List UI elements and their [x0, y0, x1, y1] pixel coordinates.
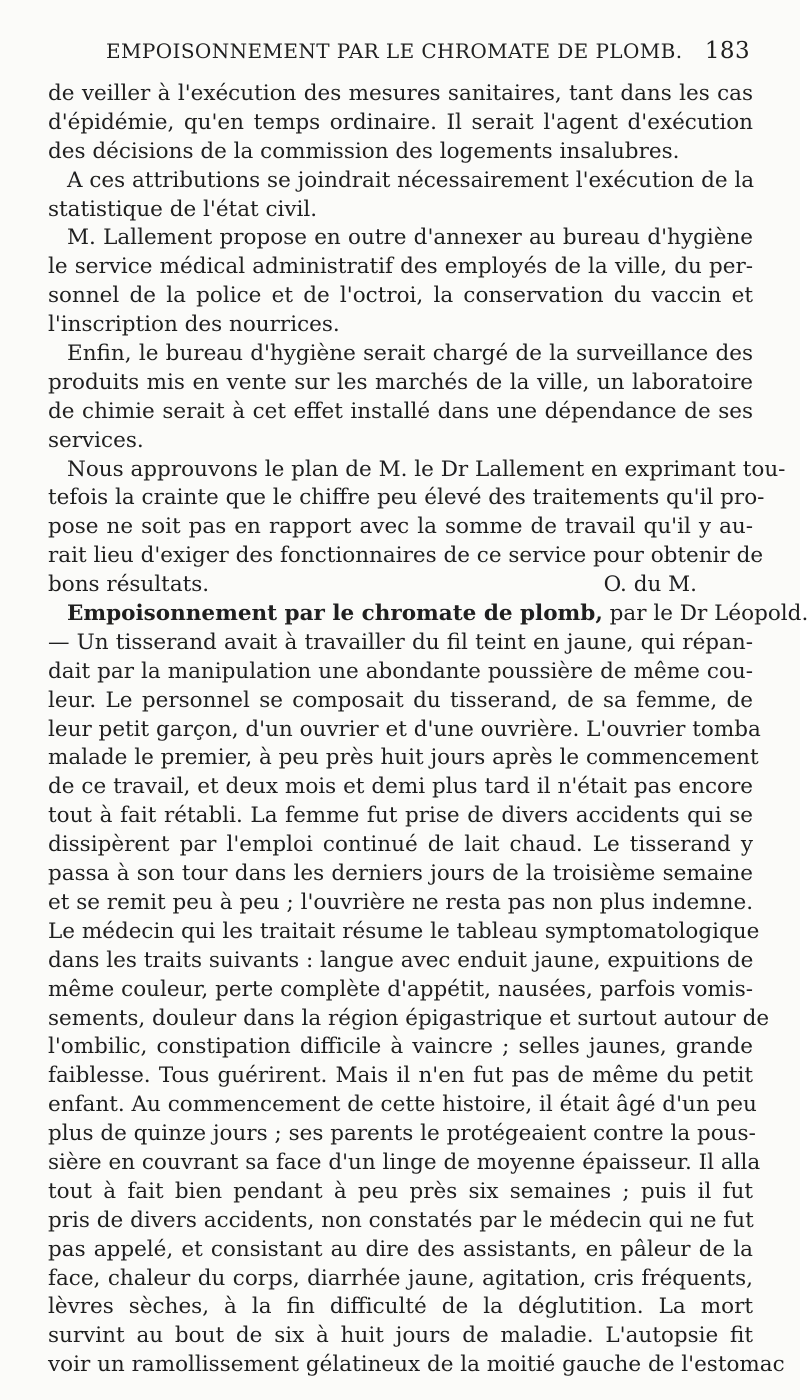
text-line: malade le premier, à peu près huit jours après le commencement [48, 745, 759, 771]
text-line: dans les traits suivants : langue avec enduit jaune, expuitions de [48, 947, 754, 973]
section-heading-line [48, 600, 808, 629]
text-line: M. Lallement propose en outre d'annexer au bureau d'hygiène [67, 225, 753, 251]
text-line: plus de quinze jours ; ses parents le protégeaient contre la pous- [48, 1121, 756, 1147]
text-line: sière en couvrant sa face d'un linge de moyenne épaisseur. Il alla [48, 1149, 761, 1175]
text-line: rait lieu d'exiger des fonctionnaires de ce service pour obtenir de [48, 543, 764, 569]
body-text [48, 80, 808, 1380]
text-line: dissipèrent par l'emploi continué de lait chaud. Le tisserand y [48, 832, 753, 858]
section-byline: par le Dr Léopold. [609, 601, 808, 627]
running-title: EMPOISONNEMENT PAR LE CHROMATE DE PLOMB. [106, 39, 683, 63]
text-line: voir un ramollissement gélatineux de la moitié gauche de l'estomac [48, 1352, 785, 1378]
text-line: Le médecin qui les traitait résume le tableau symptomatologique [48, 918, 760, 944]
author-signature: O. du M. [603, 572, 697, 598]
page-header [78, 36, 750, 66]
text-line: de chimie serait à cet effet installé dans une dépendance de ses [48, 398, 753, 424]
text-line: passa à son tour dans les derniers jours de la troisième semaine [48, 861, 753, 887]
text-line: face, chaleur du corps, diarrhée jaune, agitation, cris fréquents, [48, 1265, 753, 1291]
text-line: de ce travail, et deux mois et demi plus tard il n'était pas encore [48, 774, 753, 800]
text-line: statistique de l'état civil. [48, 196, 318, 222]
text-line-end: bons résultats. [48, 572, 210, 598]
text-line: leur. Le personnel se composait du tisserand, de sa femme, de [48, 687, 753, 713]
text-line: tefois la crainte que le chiffre peu élevé des traitements qu'il pro- [48, 485, 765, 511]
text-line: le service médical administratif des employés de la ville, du per- [48, 254, 753, 280]
text-line: faiblesse. Tous guérirent. Mais il n'en fut pas de même du petit [48, 1063, 753, 1089]
text-line: des décisions de la commission des logements insalubres. [48, 138, 680, 164]
text-line: enfant. Au commencement de cette histoire, il était âgé d'un peu [48, 1092, 757, 1118]
text-line: Enfin, le bureau d'hygiène serait chargé de la surveillance des [67, 341, 753, 367]
section-title: Empoisonnement par le chromate de plomb, [67, 601, 603, 627]
text-line: dait par la manipulation une abondante poussière de même cou- [48, 658, 753, 684]
text-line: Nous approuvons le plan de M. le Dr Lallement en exprimant tou- [67, 456, 786, 482]
text-line: pose ne soit pas en rapport avec la somme de travail qu'il y au- [48, 514, 753, 540]
text-line: et se remit peu à peu ; l'ouvrière ne resta pas non plus indemne. [48, 889, 754, 915]
text-line: tout à fait rétabli. La femme fut prise de divers accidents qui se [48, 803, 753, 829]
page-number: 183 [704, 38, 750, 64]
text-line: pris de divers accidents, non constatés par le médecin qui ne fut [48, 1207, 754, 1233]
text-line: pas appelé, et consistant au dire des assistants, en pâleur de la [48, 1236, 753, 1262]
signature-line [48, 571, 753, 600]
text-line: même couleur, perte complète d'appétit, nausées, parfois vomis- [48, 976, 753, 1002]
text-line: l'ombilic, constipation difficile à vaincre ; selles jaunes, grande [48, 1034, 753, 1060]
text-line: lèvres sèches, à la fin difficulté de la déglutition. La mort [48, 1294, 753, 1320]
text-line: l'inscription des nourrices. [48, 312, 340, 338]
text-line: d'épidémie, qu'en temps ordinaire. Il serait l'agent d'exécution [48, 109, 753, 135]
text-line: A ces attributions se joindrait nécessairement l'exécution de la [67, 167, 755, 193]
text-line: sonnel de la police et de l'octroi, la conservation du vaccin et [48, 283, 753, 309]
text-line: de veiller à l'exécution des mesures sanitaires, tant dans les cas [48, 81, 753, 106]
text-line: — Un tisserand avait à travailler du fil teint en jaune, qui répan- [48, 629, 753, 655]
text-line: sements, douleur dans la région épigastrique et surtout autour de [48, 1005, 770, 1031]
text-line: survint au bout de six à huit jours de maladie. L'autopsie fit [48, 1323, 753, 1349]
text-line: produits mis en vente sur les marchés de la ville, un laboratoire [48, 369, 753, 395]
text-line: leur petit garçon, d'un ouvrier et d'une ouvrière. L'ouvrier tomba [48, 716, 761, 742]
text-line: tout à fait bien pendant à peu près six semaines ; puis il fut [48, 1178, 753, 1204]
text-line: services. [48, 427, 144, 453]
